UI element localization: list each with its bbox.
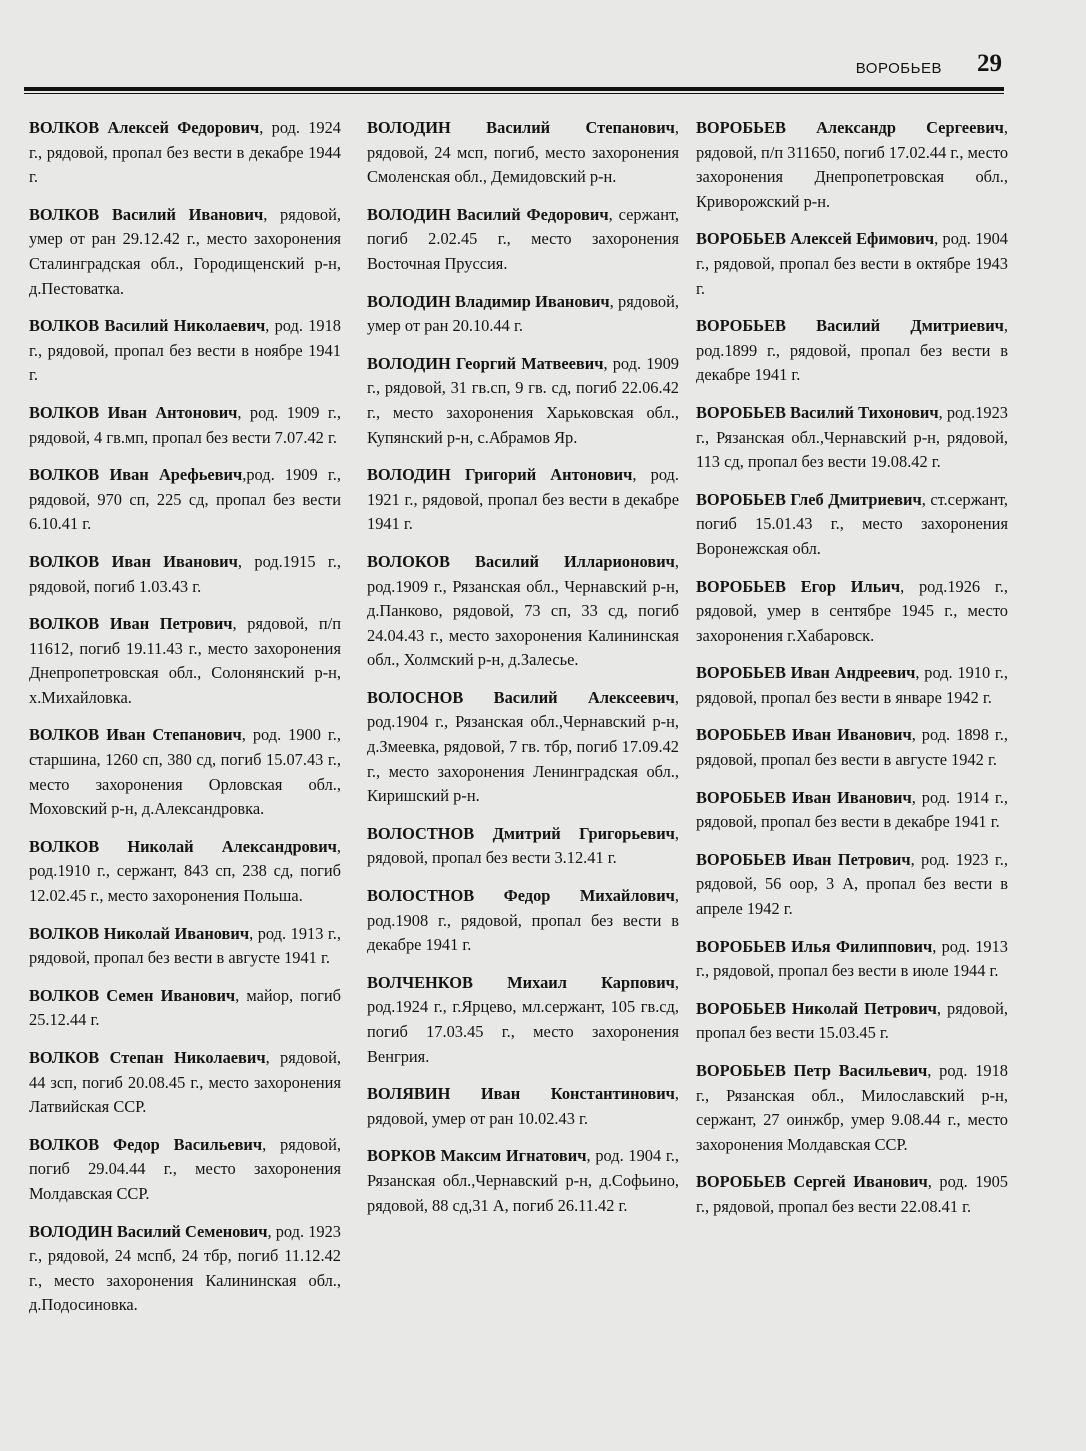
entry-name: ВОРОБЬЕВ Алексей Ефимович xyxy=(696,229,935,249)
entry-name: ВОЛОСТНОВ Федор Михайлович xyxy=(367,886,675,906)
entry-details: , род. 1898 г., рядовой, пропал без вести в августе 1942 г. xyxy=(696,725,1008,770)
entry-details: , род.1910 г., сержант, 843 сп, 238 сд, погиб 12.02.45 г., место захоронения Польша. xyxy=(29,836,341,906)
register-entry xyxy=(696,1059,1008,1157)
register-entry xyxy=(696,314,1008,388)
entry-name: ВОРОБЬЕВ Николай Петрович xyxy=(696,998,937,1018)
entry-details: , род. 1923 г., рядовой, 24 мспб, 24 тбр, погиб 11.12.42 г., место захоронения Калининская обл., д.Подосиновка. xyxy=(29,1221,341,1315)
running-head: ВОРОБЬЕВ xyxy=(855,60,942,77)
entry-details: , рядовой, п/п 11612, погиб 19.11.43 г., место захоронения Днепропетровская обл., Солонянский р-н, х.Михайловка. xyxy=(29,614,341,707)
register-entry xyxy=(29,612,341,710)
register-entry xyxy=(29,116,341,190)
entry-details: , род. 1904 г., рядовой, пропал без вести в октябре 1943 г. xyxy=(696,229,1008,298)
entry-details: , род.1908 г., рядовой, пропал без вести в декабре 1941 г. xyxy=(367,886,679,955)
entry-details: , род. 1905 г., рядовой, пропал без вести 22.08.41 г. xyxy=(696,1172,1008,1216)
register-entry xyxy=(367,550,679,673)
entry-details: , род.1915 г., рядовой, погиб 1.03.43 г. xyxy=(29,551,341,596)
register-entry xyxy=(367,290,679,339)
entry-name: ВОЛКОВ Федор Васильевич xyxy=(29,1134,263,1154)
entry-name: ВОРОБЬЕВ Глеб Дмитриевич xyxy=(696,489,922,509)
entry-details: , род. 1923 г., рядовой, 56 оор, 3 А, пропал без вести в апреле 1942 г. xyxy=(696,849,1008,919)
register-entry xyxy=(367,1082,679,1131)
entry-name: ВОРОБЬЕВ Иван Иванович xyxy=(696,787,912,807)
register-entry xyxy=(367,822,679,871)
register-entry xyxy=(696,1170,1008,1219)
entry-name: ВОРОБЬЕВ Илья Филиппович xyxy=(696,936,933,956)
entry-details: ,род. 1909 г., рядовой, 970 сп, 225 сд, пропал без вести 6.10.41 г. xyxy=(29,465,342,534)
entry-name: ВОЛКОВ Василий Иванович xyxy=(29,204,264,224)
entry-name: ВОРОБЬЕВ Василий Тихонович xyxy=(696,402,939,422)
entry-name: ВОЛЧЕНКОВ Михаил Карпович xyxy=(367,972,675,992)
register-entry xyxy=(696,848,1008,922)
entry-name: ВОРОБЬЕВ Василий Дмитриевич xyxy=(696,316,1004,336)
column-2 xyxy=(367,116,679,1231)
entry-details: , рядовой, пропал без вести 15.03.45 г. xyxy=(696,998,1008,1043)
entry-details: , род. 1914 г., рядовой, пропал без вести в декабре 1941 г. xyxy=(696,787,1008,832)
entry-details: , род. 1918 г., рядовой, пропал без вести в ноябре 1941 г. xyxy=(29,316,341,385)
entry-details: , род.1904 г., Рязанская обл.,Чернавский р-н, д.Змеевка, рядовой, 7 гв. тбр, погиб 17.09.42 г., место захоронения Ленинградская обл., Киришский р-н. xyxy=(367,687,679,806)
entry-details: , рядовой, 24 мсп, погиб, место захоронения Смоленская обл., Демидовский р-н. xyxy=(367,118,679,187)
register-entry xyxy=(29,463,341,537)
entry-details: , род.1909 г., Рязанская обл., Чернавский р-н, д.Панково, рядовой, 73 сп, 33 сд, погиб 24.04.43 г., место захоронения Калининская обл., Холмский р-н, д.Залесье. xyxy=(367,551,679,670)
register-entry xyxy=(367,116,679,190)
register-entry xyxy=(29,723,341,821)
entry-details: , рядовой, 44 зсп, погиб 20.08.45 г., место захоронения Латвийская ССР. xyxy=(29,1048,341,1117)
entry-name: ВОРОБЬЕВ Иван Андреевич xyxy=(696,663,916,683)
page-header xyxy=(24,50,1004,84)
entry-name: ВОЛКОВ Николай Александрович xyxy=(29,836,337,856)
register-entry xyxy=(696,786,1008,835)
register-entry xyxy=(367,352,679,450)
entry-name: ВОЛОДИН Григорий Антонович xyxy=(367,465,633,485)
entry-details: , майор, погиб 25.12.44 г. xyxy=(29,985,341,1030)
entry-details: , род.1899 г., рядовой, пропал без вести в декабре 1941 г. xyxy=(696,316,1008,385)
register-entry xyxy=(696,997,1008,1046)
register-entry xyxy=(29,550,341,599)
entry-details: , рядовой, погиб 29.04.44 г., место захоронения Молдавская ССР. xyxy=(29,1134,341,1203)
entry-name: ВОЛОДИН Василий Степанович xyxy=(367,118,675,137)
entry-name: ВОЛКОВ Иван Степанович xyxy=(29,725,242,745)
entry-details: , род. 1913 г., рядовой, пропал без вести в августе 1941 г. xyxy=(29,923,341,968)
entry-name: ВОРОБЬЕВ Александр Сергеевич xyxy=(696,118,1004,137)
entry-name: ВОРКОВ Максим Игнатович xyxy=(367,1146,587,1166)
entry-name: ВОЛОДИН Владимир Иванович xyxy=(367,291,610,311)
entry-details: , рядовой, п/п 311650, погиб 17.02.44 г., место захоронения Днепропетровская обл., Криворожский р-н. xyxy=(696,118,1009,211)
entry-name: ВОЛКОВ Семен Иванович xyxy=(29,985,236,1005)
entry-name: ВОЛОДИН Василий Федорович xyxy=(367,204,609,224)
column-3 xyxy=(696,116,1008,1233)
entry-details: , род. 1904 г., Рязанская обл.,Чернавский р-н, д.Софьино, рядовой, 88 сд,31 А, погиб 26.11.42 г. xyxy=(367,1146,679,1215)
entry-name: ВОРОБЬЕВ Петр Васильевич xyxy=(696,1061,928,1080)
register-entry xyxy=(696,661,1008,710)
entry-details: , род. 1913 г., рядовой, пропал без вести в июле 1944 г. xyxy=(696,936,1008,981)
register-entry xyxy=(367,1144,679,1218)
entry-name: ВОРОБЬЕВ Егор Ильич xyxy=(696,576,901,596)
register-entry xyxy=(29,203,341,301)
entry-name: ВОРОБЬЕВ Иван Иванович xyxy=(696,725,912,745)
entry-details: , род. 1900 г., старшина, 1260 сп, 380 сд, погиб 15.07.43 г., место захоронения Орловская обл., Моховский р-н, д.Александровка. xyxy=(29,725,341,819)
entry-name: ВОРОБЬЕВ Иван Петрович xyxy=(696,849,911,869)
register-entry xyxy=(29,401,341,450)
register-entry xyxy=(696,488,1008,562)
entry-name: ВОЛКОВ Иван Антонович xyxy=(29,402,238,422)
entry-details: , род. 1921 г., рядовой, пропал без вести в декабре 1941 г. xyxy=(367,465,679,534)
entry-name: ВОЛОСТНОВ Дмитрий Григорьевич xyxy=(367,823,675,843)
entry-name: ВОЛКОВ Иван Арефьевич xyxy=(29,465,243,485)
entry-name: ВОРОБЬЕВ Сергей Иванович xyxy=(696,1172,928,1192)
entry-name: ВОЛКОВ Степан Николаевич xyxy=(29,1048,266,1067)
entry-name: ВОЛКОВ Иван Петрович xyxy=(29,614,233,634)
register-entry xyxy=(367,463,679,537)
page-number: 29 xyxy=(977,50,1002,77)
entry-name: ВОЛКОВ Алексей Федорович xyxy=(29,118,260,137)
register-entry xyxy=(367,884,679,958)
register-entry xyxy=(696,723,1008,772)
entry-name: ВОЛОСНОВ Василий Алексеевич xyxy=(367,687,675,707)
register-entry xyxy=(29,314,341,388)
register-entry xyxy=(696,575,1008,649)
register-entry xyxy=(696,401,1008,475)
register-entry xyxy=(29,922,341,971)
entry-details: , род. 1909 г., рядовой, 4 гв.мп, пропал без вести 7.07.42 г. xyxy=(29,402,341,447)
entry-name: ВОЛОКОВ Василий Илларионович xyxy=(367,551,675,571)
entry-name: ВОЛКОВ Василий Николаевич xyxy=(29,316,266,336)
register-entry xyxy=(29,984,341,1033)
entry-details: , род.1926 г., рядовой, умер в сентябре 1945 г., место захоронения г.Хабаровск. xyxy=(696,576,1008,645)
register-entry xyxy=(696,935,1008,984)
register-entry xyxy=(29,1220,341,1318)
register-entry xyxy=(696,227,1008,301)
register-entry xyxy=(367,686,679,809)
entry-details: , сержант, погиб 2.02.45 г., место захоронения Восточная Пруссия. xyxy=(367,204,679,273)
register-entry xyxy=(29,835,341,909)
entry-details: , род. 1909 г., рядовой, 31 гв.сп, 9 гв. сд, погиб 22.06.42 г., место захоронения Харьковская обл., Купянский р-н, с.Абрамов Яр. xyxy=(367,353,679,447)
entry-name: ВОЛКОВ Николай Иванович xyxy=(29,923,250,943)
entry-name: ВОЛКОВ Иван Иванович xyxy=(29,551,238,571)
register-entry xyxy=(29,1133,341,1207)
entry-name: ВОЛОДИН Георгий Матвеевич xyxy=(367,353,604,373)
entry-details: , рядовой, умер от ран 29.12.42 г., место захоронения Сталинградская обл., Городищенский р-н, д.Пестоватка. xyxy=(29,204,341,298)
entry-name: ВОЛЯВИН Иван Константинович xyxy=(367,1084,675,1104)
entry-details: , рядовой, пропал без вести 3.12.41 г. xyxy=(367,823,679,868)
header-rule-thick xyxy=(24,87,1004,91)
entry-details: , род.1924 г., г.Ярцево, мл.сержант, 105 гв.сд, погиб 17.03.45 г., место захоронения Венгрия. xyxy=(367,972,679,1066)
entry-details: , род. 1924 г., рядовой, пропал без вести в декабре 1944 г. xyxy=(29,118,341,187)
register-entry xyxy=(367,203,679,277)
register-entry xyxy=(29,1046,341,1120)
header-rule-thin xyxy=(24,93,1004,94)
entry-details: , род. 1918 г., Рязанская обл., Милославский р-н, сержант, 27 оинжбр, умер 9.08.44 г., место захоронения Молдавская ССР. xyxy=(696,1061,1008,1154)
entry-details: , рядовой, умер от ран 20.10.44 г. xyxy=(367,291,679,336)
entry-name: ВОЛОДИН Василий Семенович xyxy=(29,1221,268,1241)
entry-details: , рядовой, умер от ран 10.02.43 г. xyxy=(367,1084,679,1128)
entry-details: , род. 1910 г., рядовой, пропал без вести в январе 1942 г. xyxy=(696,663,1008,707)
entry-details: , род.1923 г., Рязанская обл.,Чернавский р-н, рядовой, 113 сд, пропал без вести 19.08.42 г. xyxy=(696,402,1008,472)
column-1 xyxy=(29,116,341,1331)
entry-details: , ст.сержант, погиб 15.01.43 г., место захоронения Воронежская обл. xyxy=(696,489,1008,558)
register-entry xyxy=(367,971,679,1069)
register-entry xyxy=(696,116,1008,214)
